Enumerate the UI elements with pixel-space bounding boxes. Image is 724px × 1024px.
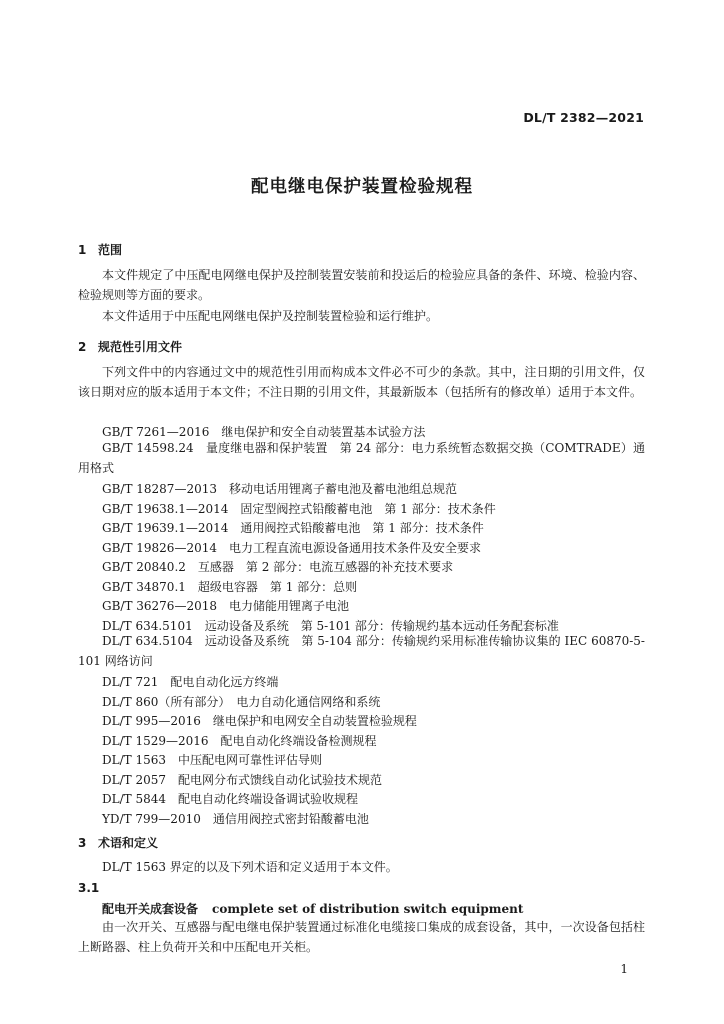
term-name-zh: 配电开关成套设备	[102, 902, 199, 916]
section-number: 2	[78, 340, 87, 354]
term-definition: 由一次开关、互感器与配电继电保护装置通过标准化电缆接口集成的成套设备，其中，一次设备包括柱上断路器、柱上负荷开关和中压配电开关柜。	[78, 920, 645, 954]
paragraph: DL/T 1563 界定的以及下列术语和定义适用于本文件。	[102, 860, 398, 874]
term-name-en: complete set of distribution switch equipment	[212, 902, 524, 916]
reference-item: DL/T 995—2016 继电保护和电网安全自动装置检验规程	[102, 714, 417, 728]
paragraph: 本文件适用于中压配电网继电保护及控制装置检验和运行维护。	[102, 309, 439, 323]
section-title: 术语和定义	[98, 836, 159, 850]
term-number: 3.1	[78, 881, 100, 895]
reference-item: DL/T 634.5101 远动设备及系统 第 5-101 部分：传输规约基本远动任务配套标准	[102, 619, 559, 633]
reference-item: DL/T 2057 配电网分布式馈线自动化试验技术规范	[102, 773, 382, 787]
reference-item: GB/T 14598.24 量度继电器和保护装置 第 24 部分：电力系统暂态数据交换（COMTRADE）通用格式	[78, 441, 645, 475]
paragraph: 本文件规定了中压配电网继电保护及控制装置安装前和投运后的检验应具备的条件、环境、检验内容、检验规则等方面的要求。	[78, 268, 645, 302]
reference-item: DL/T 1529—2016 配电自动化终端设备检测规程	[102, 734, 377, 748]
reference-item: DL/T 1563 中压配电网可靠性评估导则	[102, 753, 322, 767]
reference-item: GB/T 18287—2013 移动电话用锂离子蓄电池及蓄电池组总规范	[102, 482, 457, 496]
section-1-heading	[78, 241, 122, 258]
reference-item: GB/T 19826—2014 电力工程直流电源设备通用技术条件及安全要求	[102, 541, 481, 555]
section-3-heading	[78, 834, 158, 851]
document-title: 配电继电保护装置检验规程	[251, 177, 473, 197]
section-title: 范围	[98, 243, 123, 257]
reference-item: DL/T 721 配电自动化远方终端	[102, 675, 279, 689]
reference-item: DL/T 860（所有部分） 电力自动化通信网络和系统	[102, 695, 381, 709]
reference-item: GB/T 34870.1 超级电容器 第 1 部分：总则	[102, 580, 358, 594]
reference-item: GB/T 19638.1—2014 固定型阀控式铅酸蓄电池 第 1 部分：技术条件	[102, 502, 496, 516]
reference-item: GB/T 19639.1—2014 通用阀控式铅酸蓄电池 第 1 部分：技术条件	[102, 521, 484, 535]
paragraph: 下列文件中的内容通过文中的规范性引用而构成本文件必不可少的条款。其中，注日期的引用文件，仅该日期对应的版本适用于本文件；不注日期的引用文件，其最新版本（包括所有的修改单）适用于本文件。	[78, 365, 645, 399]
reference-item: GB/T 36276—2018 电力储能用锂离子电池	[102, 599, 349, 613]
reference-item: YD/T 799—2010 通信用阀控式密封铅酸蓄电池	[102, 812, 369, 826]
term-name	[102, 900, 523, 917]
page-number: 1	[620, 962, 628, 976]
reference-item: DL/T 634.5104 远动设备及系统 第 5-104 部分：传输规约采用标准传输协议集的 IEC 60870-5-101 网络访问	[78, 634, 645, 668]
section-title: 规范性引用文件	[98, 340, 183, 354]
section-2-heading	[78, 338, 182, 355]
section-number: 3	[78, 836, 87, 850]
reference-item: DL/T 5844 配电自动化终端设备调试验收规程	[102, 792, 358, 806]
reference-item: GB/T 7261—2016 继电保护和安全自动装置基本试验方法	[102, 425, 426, 439]
standard-code: DL/T 2382—2021	[523, 110, 644, 125]
section-number: 1	[78, 243, 87, 257]
reference-item: GB/T 20840.2 互感器 第 2 部分：电流互感器的补充技术要求	[102, 560, 454, 574]
